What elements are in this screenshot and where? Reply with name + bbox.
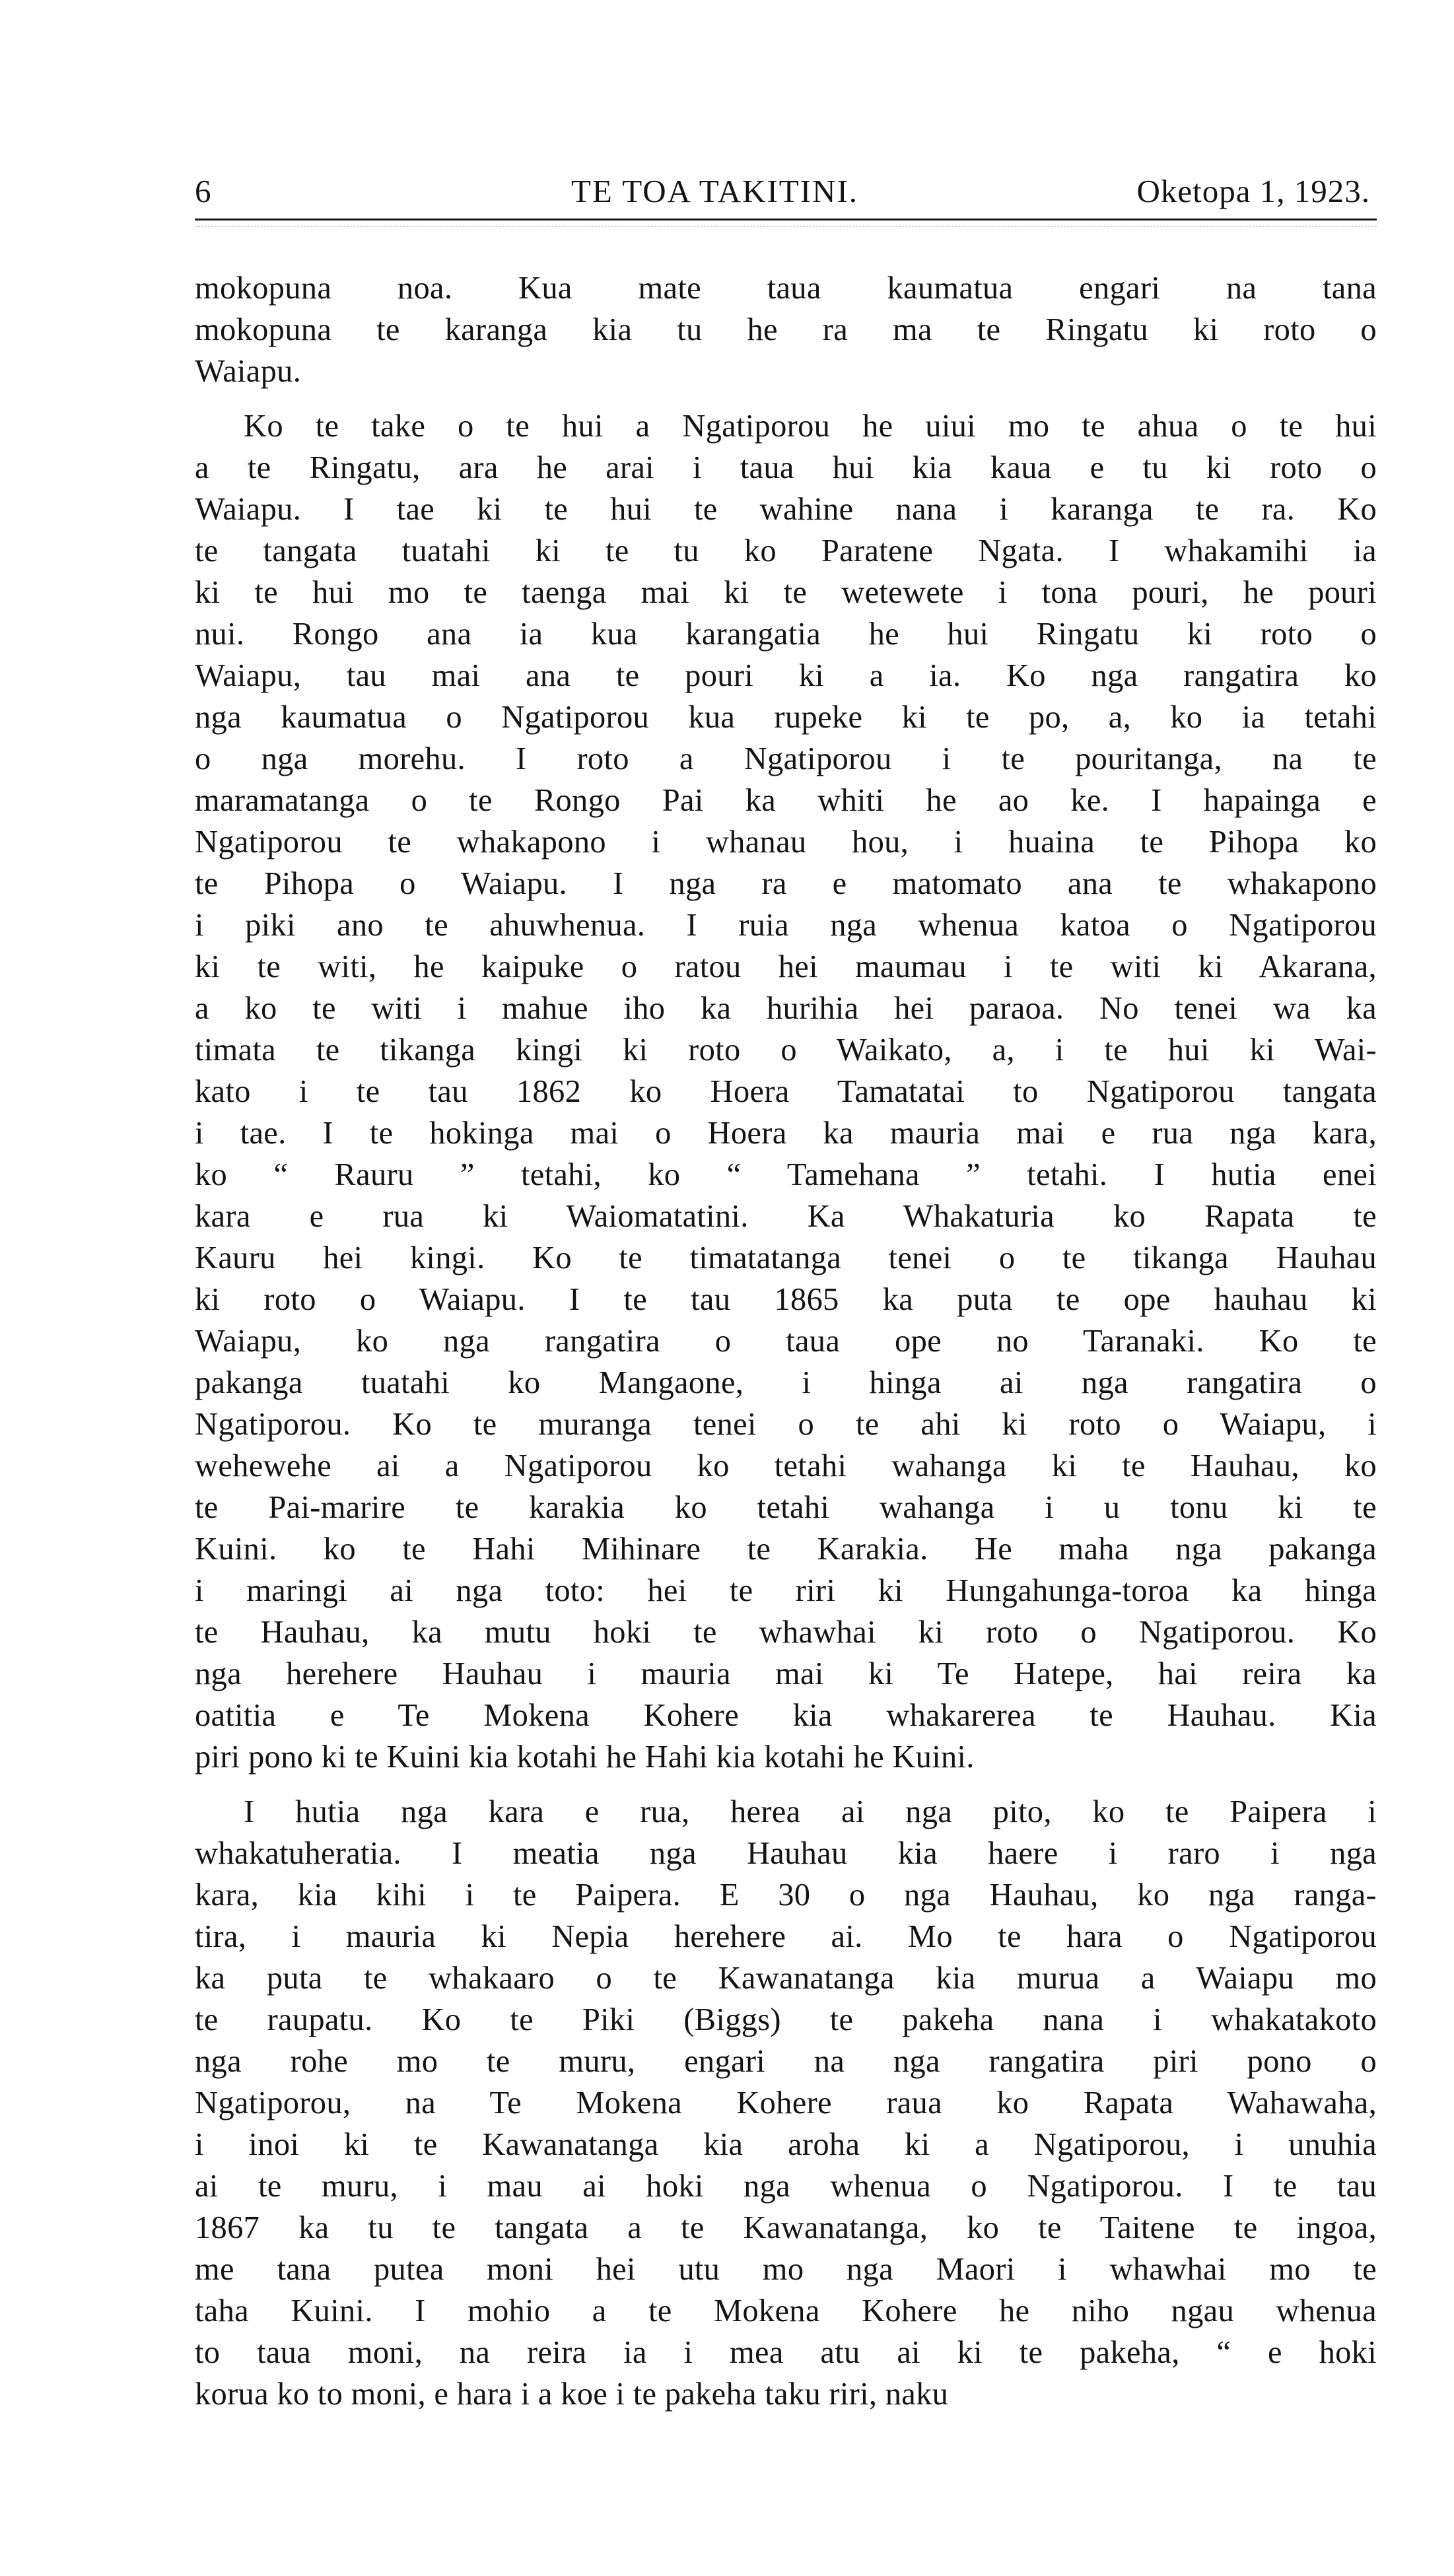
text-line: Ngatiporou te whakapono i whanau hou, i huaina te Pihopa ko	[195, 825, 1377, 860]
text-line: te raupatu. Ko te Piki (Biggs) te pakeha nana i whakatakoto	[195, 2002, 1377, 2037]
text-line: kato i te tau 1862 ko Hoera Tamatatai to Ngatiporou tangata	[195, 1074, 1377, 1109]
text-line: timata te tikanga kingi ki roto o Waikato, a, i te hui ki Wai-	[195, 1033, 1377, 1068]
newspaper-page	[195, 168, 1383, 2415]
text-line: te Pai-marire te karakia ko tetahi wahanga i u tonu ki te	[195, 1490, 1377, 1525]
text-line: taha Kuini. I mohio a te Mokena Kohere he niho ngau whenua	[195, 2293, 1377, 2328]
text-line: tira, i mauria ki Nepia herehere ai. Mo te hara o Ngatiporou	[195, 1919, 1377, 1954]
text-line: i maringi ai nga toto: hei te riri ki Hungahunga-toroa ka hinga	[195, 1573, 1377, 1608]
text-line: Kauru hei kingi. Ko te timatatanga tenei o te tikanga Hauhau	[195, 1240, 1377, 1275]
text-line: ko “ Rauru ” tetahi, ko “ Tamehana ” tetahi. I hutia enei	[195, 1157, 1377, 1192]
header-rule	[195, 219, 1377, 220]
text-line: I hutia nga kara e rua, herea ai nga pito, ko te Paipera i	[244, 1794, 1377, 1829]
text-line: ki te witi, he kaipuke o ratou hei maumau i te witi ki Akarana,	[195, 949, 1377, 984]
text-line: korua ko to moni, e hara i a koe i te pakeha taku riri, naku	[195, 2377, 949, 2412]
text-line: te tangata tuatahi ki te tu ko Paratene Ngata. I whakamihi ia	[195, 533, 1377, 568]
page-number: 6	[195, 173, 211, 209]
issue-date: Oketopa 1, 1923.	[1136, 173, 1370, 209]
text-line: Ngatiporou, na Te Mokena Kohere raua ko Rapata Wahawaha,	[195, 2085, 1377, 2120]
text-line: mokopuna noa. Kua mate taua kaumatua engari na tana	[195, 271, 1377, 306]
text-line: me tana putea moni hei utu mo nga Maori i whawhai mo te	[195, 2252, 1377, 2287]
text-line: to taua moni, na reira ia i mea atu ai ki te pakeha, “ e hoki	[195, 2335, 1377, 2370]
text-line: Waiapu, tau mai ana te pouri ki a ia. Ko nga rangatira ko	[195, 658, 1377, 693]
paragraph	[195, 1791, 1377, 2415]
text-line: Waiapu. I tae ki te hui te wahine nana i karanga te ra. Ko	[195, 492, 1377, 527]
text-line: oatitia e Te Mokena Kohere kia whakarerea te Hauhau. Kia	[195, 1698, 1377, 1733]
text-line: nga rohe mo te muru, engari na nga rangatira piri pono o	[195, 2044, 1377, 2079]
journal-title: TE TOA TAKITINI.	[571, 173, 859, 209]
text-line: i tae. I te hokinga mai o Hoera ka mauria mai e rua nga kara,	[195, 1116, 1377, 1151]
text-line: te Pihopa o Waiapu. I nga ra e matomato ana te whakapono	[195, 866, 1377, 901]
text-line: kara e rua ki Waiomatatini. Ka Whakaturia ko Rapata te	[195, 1199, 1377, 1234]
text-line: Ko te take o te hui a Ngatiporou he uiui mo te ahua o te hui	[244, 409, 1377, 444]
article-body	[195, 267, 1377, 2415]
text-line: i piki ano te ahuwhenua. I ruia nga whenua katoa o Ngatiporou	[195, 908, 1377, 943]
text-line: Kuini. ko te Hahi Mihinare te Karakia. He maha nga pakanga	[195, 1532, 1377, 1567]
text-line: Ngatiporou. Ko te muranga tenei o te ahi ki roto o Waiapu, i	[195, 1407, 1377, 1442]
paragraph	[195, 267, 1377, 392]
text-line: pakanga tuatahi ko Mangaone, i hinga ai nga rangatira o	[195, 1365, 1377, 1400]
text-line: a ko te witi i mahue iho ka hurihia hei paraoa. No tenei wa ka	[195, 991, 1377, 1026]
text-line: ai te muru, i mau ai hoki nga whenua o Ngatiporou. I te tau	[195, 2169, 1377, 2204]
text-line: nga herehere Hauhau i mauria mai ki Te Hatepe, hai reira ka	[195, 1656, 1377, 1691]
text-line: ki roto o Waiapu. I te tau 1865 ka puta te ope hauhau ki	[195, 1282, 1377, 1317]
text-line: ki te hui mo te taenga mai ki te wetewete i tona pouri, he pouri	[195, 575, 1377, 610]
text-line: o nga morehu. I roto a Ngatiporou i te pouritanga, na te	[195, 741, 1377, 776]
paragraph	[195, 405, 1377, 1778]
text-line: a te Ringatu, ara he arai i taua hui kia kaua e tu ki roto o	[195, 450, 1377, 485]
text-line: Waiapu, ko nga rangatira o taua ope no Taranaki. Ko te	[195, 1324, 1377, 1359]
text-line: maramatanga o te Rongo Pai ka whiti he ao ke. I hapainga e	[195, 783, 1377, 818]
text-line: nga kaumatua o Ngatiporou kua rupeke ki te po, a, ko ia tetahi	[195, 700, 1377, 735]
text-line: whakatuheratia. I meatia nga Hauhau kia haere i raro i nga	[195, 1836, 1377, 1871]
text-line: ka puta te whakaaro o te Kawanatanga kia murua a Waiapu mo	[195, 1961, 1377, 1996]
running-header	[195, 168, 1383, 215]
text-line: nui. Rongo ana ia kua karangatia he hui Ringatu ki roto o	[195, 617, 1377, 652]
text-line: i inoi ki te Kawanatanga kia aroha ki a Ngatiporou, i unuhia	[195, 2127, 1377, 2162]
text-line: mokopuna te karanga kia tu he ra ma te Ringatu ki roto o	[195, 312, 1377, 347]
text-line: kara, kia kihi i te Paipera. E 30 o nga Hauhau, ko nga ranga-	[195, 1878, 1377, 1913]
text-line: wehewehe ai a Ngatiporou ko tetahi wahanga ki te Hauhau, ko	[195, 1448, 1377, 1483]
text-line: Waiapu.	[195, 354, 302, 389]
text-line: te Hauhau, ka mutu hoki te whawhai ki roto o Ngatiporou. Ko	[195, 1615, 1377, 1650]
text-line: piri pono ki te Kuini kia kotahi he Hahi kia kotahi he Kuini.	[195, 1740, 975, 1775]
text-line: 1867 ka tu te tangata a te Kawanatanga, ko te Taitene te ingoa,	[195, 2210, 1377, 2245]
